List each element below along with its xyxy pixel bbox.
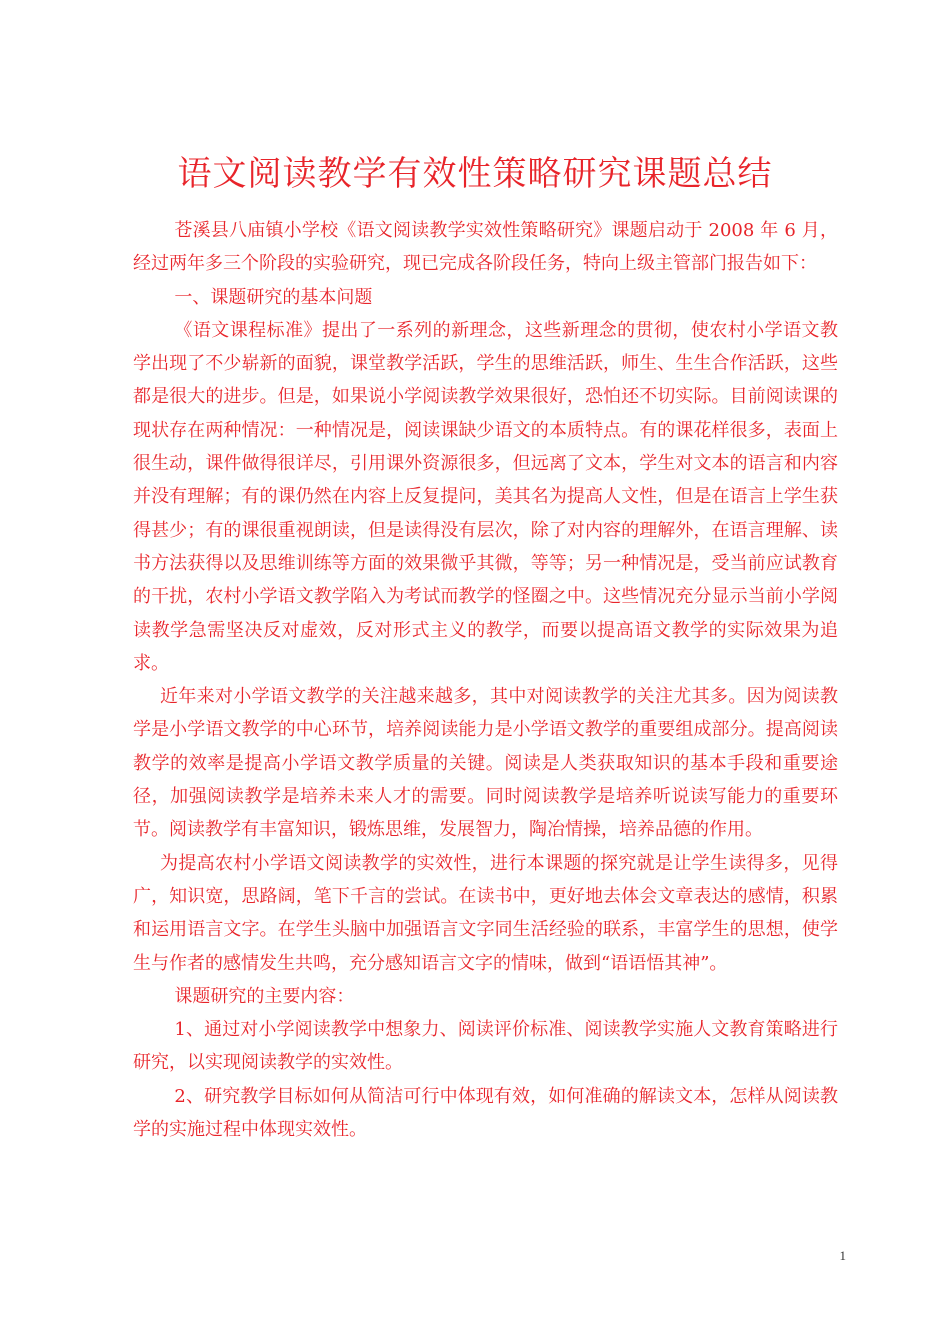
content-item-2: 2、研究教学目标如何从简洁可行中体现有效，如何准确的解读文本，怎样从阅读教学的实施过程中体现实效性。 — [133, 1085, 838, 1141]
main-content-heading: 课题研究的主要内容： — [174, 985, 355, 1007]
effectiveness-paragraph: 为提高农村小学语文阅读教学的实效性，进行本课题的探究就是让学生读得多，见得广，知识宽，思路阔，笔下千言的尝试。在读书中，更好地去体会文章表达的感情，积累和运用语言文字。在学生头脑中加强语言文字同生活经验的联系，丰富学生的思想，使学生与作者的感情发生共鸣，充分感知语言文字的情味，做到“语语悟其神”。 — [133, 852, 838, 974]
intro-paragraph: 苍溪县八庙镇小学校《语文阅读教学实效性策略研究》课题启动于 2008 年 6 月，经过两年多三个阶段的实验研究，现已完成各阶段任务，特向上级主管部门报告如下： — [133, 220, 838, 275]
page-number: 1 — [839, 1248, 846, 1263]
curriculum-standard-paragraph: 《语文课程标准》提出了一系列的新理念，这些新理念的贯彻，使农村小学语文教学出现了不少崭新的面貌，课堂教学活跃，学生的思维活跃，师生、生生合作活跃，这些都是很大的进步。但是，如果说小学阅读教学效果很好，恐怕还不切实际。目前阅读课的现状存在两种情况：一种情况是，阅读课缺少语文的本质特点。有的课花样很多，表面上很生动，课件做得很详尽，引用课外资源很多，但远离了文本，学生对文本的语言和内容并没有理解；有的课仍然在内容上反复提问，美其名为提高人文性，但是在语言上学生获得甚少；有的课很重视朗读，但是读得没有层次，除了对内容的理解外，在语言理解、读书方法获得以及思维训练等方面的效果微乎其微，等等；另一种情况是，受当前应试教育的干扰，农村小学语文教学陷入为考试而教学的怪圈之中。这些情况充分显示当前小学阅读教学急需坚决反对虚效，反对形式主义的教学，而要以提高语文教学的实际效果为追求。 — [133, 319, 838, 674]
document-body — [133, 214, 838, 1146]
content-item-1: 1、通过对小学阅读教学中想象力、阅读评价标准、阅读教学实施人文教育策略进行研究，以实现阅读教学的实效性。 — [133, 1019, 838, 1074]
attention-paragraph: 近年来对小学语文教学的关注越来越多，其中对阅读教学的关注尤其多。因为阅读教学是小学语文教学的中心环节，培养阅读能力是小学语文教学的重要组成部分。提高阅读教学的效率是提高小学语文教学质量的关键。阅读是人类获取知识的基本手段和重要途径，加强阅读教学是培养未来人才的需要。同时阅读教学是培养听说读写能力的重要环节。阅读教学有丰富知识，锻炼思维，发展智力，陶冶情操，培养品德的作用。 — [133, 686, 838, 841]
section-heading-basic-problems: 一、课题研究的基本问题 — [174, 286, 373, 308]
document-title: 语文阅读教学有效性策略研究课题总结 — [177, 154, 773, 194]
